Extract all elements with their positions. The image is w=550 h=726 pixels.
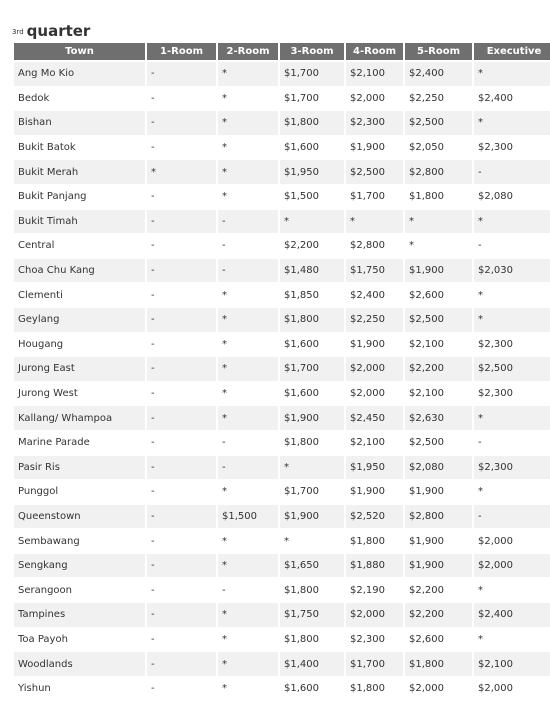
rent-cell-2-room: *: [218, 382, 278, 407]
rent-cell-5-room: $2,800: [405, 160, 472, 185]
rent-cell-3-room: $1,600: [280, 677, 344, 702]
rent-cell-1-room: -: [147, 505, 216, 530]
rent-cell-4-room: $1,800: [346, 677, 403, 702]
rent-cell-4-room: $2,500: [346, 160, 403, 185]
table-row: [14, 259, 550, 284]
rent-cell-5-room: $2,080: [405, 456, 472, 481]
rent-cell-4-room: $2,000: [346, 87, 403, 112]
rent-cell-executive: *: [474, 62, 550, 87]
rent-cell-5-room: $1,800: [405, 185, 472, 210]
town-cell: Bukit Timah: [14, 210, 145, 235]
rent-cell-3-room: $1,700: [280, 357, 344, 382]
rent-cell-1-room: -: [147, 628, 216, 653]
table-row: [14, 480, 550, 505]
town-cell: Sembawang: [14, 529, 145, 554]
rent-cell-3-room: $1,850: [280, 283, 344, 308]
rent-cell-executive: *: [474, 111, 550, 136]
rent-cell-4-room: $1,800: [346, 529, 403, 554]
table-row: [14, 529, 550, 554]
rent-cell-5-room: $2,500: [405, 308, 472, 333]
rent-cell-2-room: *: [218, 529, 278, 554]
rent-cell-executive: *: [474, 406, 550, 431]
rent-cell-5-room: *: [405, 234, 472, 259]
rent-cell-4-room: *: [346, 210, 403, 235]
rent-cell-3-room: $1,900: [280, 505, 344, 530]
rent-cell-2-room: *: [218, 677, 278, 702]
heading-ordinal: 3rd: [12, 28, 24, 36]
rent-cell-2-room: *: [218, 308, 278, 333]
rent-cell-1-room: -: [147, 111, 216, 136]
rent-table: [12, 43, 550, 701]
rent-cell-2-room: *: [218, 136, 278, 161]
heading-word: quarter: [26, 22, 91, 40]
rent-cell-executive: $2,300: [474, 456, 550, 481]
rent-cell-1-room: -: [147, 406, 216, 431]
table-row: [14, 554, 550, 579]
column-header-executive: Executive: [474, 43, 550, 62]
rent-cell-executive: *: [474, 283, 550, 308]
rent-cell-3-room: $1,800: [280, 111, 344, 136]
town-cell: Woodlands: [14, 652, 145, 677]
rent-cell-executive: $2,080: [474, 185, 550, 210]
rent-cell-5-room: $2,200: [405, 357, 472, 382]
rent-cell-3-room: *: [280, 529, 344, 554]
rent-cell-5-room: *: [405, 210, 472, 235]
rent-cell-5-room: $2,100: [405, 333, 472, 358]
rent-cell-2-room: -: [218, 259, 278, 284]
rent-cell-3-room: $1,600: [280, 333, 344, 358]
rent-cell-3-room: $1,750: [280, 603, 344, 628]
rent-cell-2-room: *: [218, 480, 278, 505]
town-cell: Tampines: [14, 603, 145, 628]
town-cell: Geylang: [14, 308, 145, 333]
town-cell: Ang Mo Kio: [14, 62, 145, 87]
rent-cell-4-room: $1,700: [346, 185, 403, 210]
rent-cell-4-room: $2,250: [346, 308, 403, 333]
rent-cell-1-room: -: [147, 480, 216, 505]
town-cell: Bukit Merah: [14, 160, 145, 185]
rent-cell-3-room: $1,500: [280, 185, 344, 210]
rent-cell-1-room: -: [147, 210, 216, 235]
rent-cell-4-room: $2,800: [346, 234, 403, 259]
rent-cell-2-room: -: [218, 456, 278, 481]
town-cell: Punggol: [14, 480, 145, 505]
rent-cell-5-room: $2,200: [405, 603, 472, 628]
rent-cell-3-room: $1,700: [280, 480, 344, 505]
rent-cell-executive: *: [474, 578, 550, 603]
rent-cell-1-room: -: [147, 456, 216, 481]
rent-cell-1-room: -: [147, 283, 216, 308]
rent-cell-2-room: *: [218, 628, 278, 653]
rent-cell-1-room: -: [147, 333, 216, 358]
rent-cell-executive: $2,300: [474, 136, 550, 161]
rent-cell-5-room: $2,600: [405, 283, 472, 308]
rent-cell-2-room: *: [218, 283, 278, 308]
town-cell: Central: [14, 234, 145, 259]
town-cell: Bedok: [14, 87, 145, 112]
rent-cell-executive: *: [474, 628, 550, 653]
rent-cell-executive: $2,500: [474, 357, 550, 382]
rent-cell-executive: *: [474, 308, 550, 333]
rent-cell-1-room: -: [147, 185, 216, 210]
rent-cell-4-room: $1,880: [346, 554, 403, 579]
rent-cell-2-room: *: [218, 333, 278, 358]
rent-cell-5-room: $2,500: [405, 431, 472, 456]
town-cell: Serangoon: [14, 578, 145, 603]
rent-cell-2-room: *: [218, 62, 278, 87]
rent-cell-3-room: $1,800: [280, 628, 344, 653]
rent-cell-1-room: -: [147, 677, 216, 702]
rent-cell-2-room: $1,500: [218, 505, 278, 530]
column-header-2-room: 2-Room: [218, 43, 278, 62]
table-row: [14, 628, 550, 653]
rent-cell-1-room: -: [147, 308, 216, 333]
rent-cell-executive: $2,000: [474, 554, 550, 579]
town-cell: Marine Parade: [14, 431, 145, 456]
rent-cell-5-room: $1,900: [405, 480, 472, 505]
rent-cell-2-room: *: [218, 185, 278, 210]
rent-cell-1-room: -: [147, 603, 216, 628]
rent-cell-3-room: $1,800: [280, 431, 344, 456]
rent-cell-4-room: $2,520: [346, 505, 403, 530]
rent-cell-4-room: $2,000: [346, 603, 403, 628]
rent-cell-4-room: $2,000: [346, 357, 403, 382]
table-row: [14, 677, 550, 702]
rent-cell-5-room: $1,900: [405, 554, 472, 579]
rent-cell-executive: $2,300: [474, 333, 550, 358]
rent-cell-4-room: $1,700: [346, 652, 403, 677]
rent-cell-5-room: $2,000: [405, 677, 472, 702]
table-row: [14, 456, 550, 481]
rent-cell-executive: *: [474, 480, 550, 505]
rent-cell-executive: $2,000: [474, 677, 550, 702]
rent-cell-4-room: $1,900: [346, 480, 403, 505]
rent-cell-3-room: $1,480: [280, 259, 344, 284]
rent-cell-2-room: *: [218, 652, 278, 677]
table-row: [14, 234, 550, 259]
rent-cell-1-room: -: [147, 62, 216, 87]
column-header-4-room: 4-Room: [346, 43, 403, 62]
column-header-5-room: 5-Room: [405, 43, 472, 62]
table-row: [14, 210, 550, 235]
town-cell: Sengkang: [14, 554, 145, 579]
rent-cell-3-room: $1,650: [280, 554, 344, 579]
rent-cell-4-room: $1,900: [346, 136, 403, 161]
rent-cell-4-room: $2,300: [346, 628, 403, 653]
rent-cell-5-room: $1,900: [405, 259, 472, 284]
rent-cell-5-room: $2,600: [405, 628, 472, 653]
table-row: [14, 431, 550, 456]
rent-cell-1-room: -: [147, 87, 216, 112]
table-header: [14, 43, 550, 62]
rent-cell-executive: $2,000: [474, 529, 550, 554]
rent-cell-3-room: $1,600: [280, 136, 344, 161]
column-header-1-room: 1-Room: [147, 43, 216, 62]
rent-cell-executive: $2,030: [474, 259, 550, 284]
town-cell: Hougang: [14, 333, 145, 358]
town-cell: Kallang/ Whampoa: [14, 406, 145, 431]
rent-cell-executive: -: [474, 160, 550, 185]
table-row: [14, 578, 550, 603]
rent-cell-1-room: -: [147, 259, 216, 284]
rent-cell-executive: -: [474, 234, 550, 259]
rent-cell-1-room: *: [147, 160, 216, 185]
rent-cell-1-room: -: [147, 382, 216, 407]
rent-cell-2-room: -: [218, 234, 278, 259]
table-row: [14, 62, 550, 87]
column-header-3-room: 3-Room: [280, 43, 344, 62]
rent-cell-3-room: *: [280, 210, 344, 235]
rent-cell-1-room: -: [147, 431, 216, 456]
rent-cell-3-room: *: [280, 456, 344, 481]
table-row: [14, 308, 550, 333]
rent-cell-executive: $2,100: [474, 652, 550, 677]
header-row: [14, 43, 550, 62]
town-cell: Clementi: [14, 283, 145, 308]
rent-cell-2-room: *: [218, 554, 278, 579]
rent-cell-4-room: $2,190: [346, 578, 403, 603]
rent-cell-4-room: $2,100: [346, 431, 403, 456]
rent-cell-1-room: -: [147, 554, 216, 579]
rent-cell-4-room: $2,450: [346, 406, 403, 431]
rent-cell-4-room: $2,300: [346, 111, 403, 136]
rent-cell-1-room: -: [147, 529, 216, 554]
rent-cell-4-room: $1,900: [346, 333, 403, 358]
table-row: [14, 283, 550, 308]
rent-cell-2-room: *: [218, 406, 278, 431]
rent-cell-2-room: *: [218, 87, 278, 112]
table-row: [14, 160, 550, 185]
rent-cell-1-room: -: [147, 136, 216, 161]
town-cell: Bukit Batok: [14, 136, 145, 161]
table-row: [14, 652, 550, 677]
rent-cell-2-room: -: [218, 210, 278, 235]
rent-cell-3-room: $1,700: [280, 62, 344, 87]
rent-cell-3-room: $1,600: [280, 382, 344, 407]
rent-cell-2-room: *: [218, 160, 278, 185]
rent-cell-5-room: $1,900: [405, 529, 472, 554]
rent-cell-5-room: $1,800: [405, 652, 472, 677]
rent-cell-2-room: *: [218, 111, 278, 136]
rent-cell-5-room: $2,400: [405, 62, 472, 87]
rent-cell-executive: $2,300: [474, 382, 550, 407]
rent-cell-executive: $2,400: [474, 603, 550, 628]
rent-cell-executive: $2,400: [474, 87, 550, 112]
town-cell: Bishan: [14, 111, 145, 136]
table-row: [14, 111, 550, 136]
town-cell: Queenstown: [14, 505, 145, 530]
table-row: [14, 357, 550, 382]
rent-cell-1-room: -: [147, 234, 216, 259]
rent-cell-executive: *: [474, 210, 550, 235]
town-cell: Jurong East: [14, 357, 145, 382]
table-row: [14, 505, 550, 530]
rent-cell-3-room: $2,200: [280, 234, 344, 259]
rent-cell-2-room: *: [218, 603, 278, 628]
rent-cell-3-room: $1,950: [280, 160, 344, 185]
rent-cell-4-room: $2,400: [346, 283, 403, 308]
rent-cell-3-room: $1,900: [280, 406, 344, 431]
town-cell: Jurong West: [14, 382, 145, 407]
rent-cell-3-room: $1,400: [280, 652, 344, 677]
rent-cell-4-room: $2,000: [346, 382, 403, 407]
rent-cell-1-room: -: [147, 357, 216, 382]
rent-cell-4-room: $1,950: [346, 456, 403, 481]
town-cell: Choa Chu Kang: [14, 259, 145, 284]
rent-cell-5-room: $2,100: [405, 382, 472, 407]
rent-cell-3-room: $1,800: [280, 308, 344, 333]
table-body: [14, 62, 550, 701]
table-row: [14, 185, 550, 210]
table-row: [14, 87, 550, 112]
rent-cell-3-room: $1,700: [280, 87, 344, 112]
town-cell: Yishun: [14, 677, 145, 702]
rent-cell-executive: -: [474, 505, 550, 530]
table-row: [14, 603, 550, 628]
rent-cell-1-room: -: [147, 578, 216, 603]
table-row: [14, 406, 550, 431]
rent-cell-1-room: -: [147, 652, 216, 677]
town-cell: Bukit Panjang: [14, 185, 145, 210]
rent-cell-5-room: $2,250: [405, 87, 472, 112]
rent-cell-5-room: $2,800: [405, 505, 472, 530]
rent-cell-2-room: -: [218, 431, 278, 456]
table-row: [14, 136, 550, 161]
rent-cell-4-room: $1,750: [346, 259, 403, 284]
rent-cell-2-room: *: [218, 357, 278, 382]
rent-cell-2-room: -: [218, 578, 278, 603]
table-row: [14, 382, 550, 407]
rent-cell-5-room: $2,630: [405, 406, 472, 431]
table-row: [14, 333, 550, 358]
column-header-town: Town: [14, 43, 145, 62]
rent-cell-5-room: $2,050: [405, 136, 472, 161]
section-heading: [12, 22, 90, 42]
town-cell: Toa Payoh: [14, 628, 145, 653]
town-cell: Pasir Ris: [14, 456, 145, 481]
rent-cell-5-room: $2,500: [405, 111, 472, 136]
rent-cell-executive: -: [474, 431, 550, 456]
rent-cell-5-room: $2,200: [405, 578, 472, 603]
rent-cell-4-room: $2,100: [346, 62, 403, 87]
rent-cell-3-room: $1,800: [280, 578, 344, 603]
